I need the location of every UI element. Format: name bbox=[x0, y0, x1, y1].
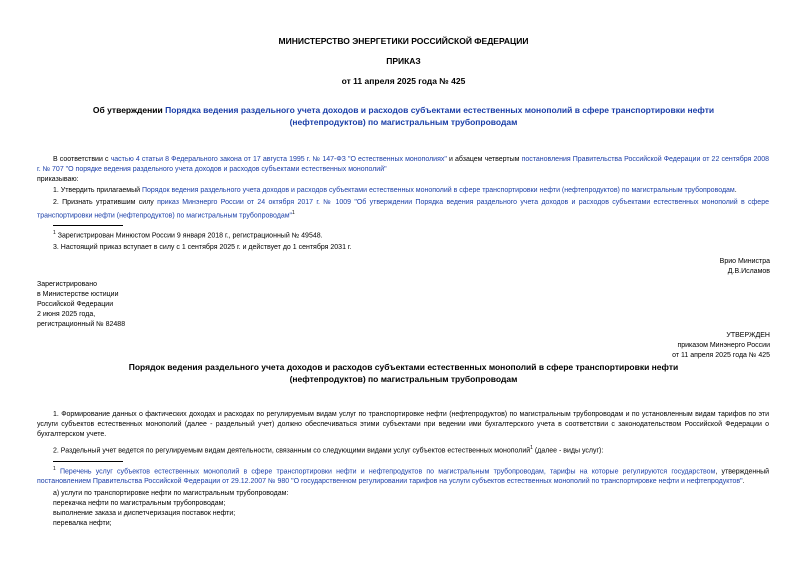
subject-prefix: Об утверждении bbox=[92, 105, 166, 115]
annex-paragraph-2-text: 2. Раздельный учет ведется по регулируемым видам деятельности, связанным со следующими видами услуг субъектов естественных монополий bbox=[53, 447, 531, 455]
footnote-1-mark: 1 bbox=[53, 230, 56, 236]
list-item: перекачка нефти по магистральным трубопроводам; bbox=[53, 500, 226, 507]
annex-footnote-mid: , утвержденный bbox=[715, 468, 770, 476]
annex-footnote-end: . bbox=[742, 478, 745, 486]
registration-line-2: в Министерстве юстиции bbox=[37, 291, 119, 298]
signature-title: Врио Министра bbox=[719, 258, 770, 265]
list-item-a: а) услуги по транспортировке нефти по магистральным трубопроводам: bbox=[53, 490, 289, 497]
doc-type-heading: ПРИКАЗ bbox=[386, 56, 421, 66]
approved-line-2: приказом Минэнерго России bbox=[677, 342, 770, 349]
item-1-link[interactable]: Порядок ведения раздельного учета доходов и расходов субъектами естественных монополий в сфере транспортировки нефти (нефтепродуктов) по магистральным трубопроводам bbox=[141, 187, 735, 194]
services-list-link[interactable]: Перечень услуг субъектов естественных монополий в сфере транспортировки нефти и нефтепродуктов по магистральным трубопроводам, тарифы на которые регулируются государством bbox=[60, 468, 716, 476]
registration-line-5: регистрационный № 82488 bbox=[37, 321, 126, 328]
preamble-text-1: В соответствии с bbox=[53, 156, 111, 163]
list-item: выполнение заказа и диспетчеризация поставок нефти; bbox=[53, 510, 236, 517]
registration-line-3: Российской Федерации bbox=[37, 301, 114, 308]
registration-line-1: Зарегистрировано bbox=[37, 281, 97, 288]
subject-heading bbox=[70, 104, 737, 128]
item-2 bbox=[37, 198, 769, 221]
footnote-1-text: Зарегистрирован Минюстом России 9 января 2018 г., регистрационный № 49548. bbox=[57, 232, 323, 240]
approved-line-1: УТВЕРЖДЕН bbox=[726, 332, 770, 339]
subject-link[interactable]: Порядка ведения раздельного учета доходов и расходов субъектами естественных монополий в сфере транспортировки нефти (нефтепродуктов) по магистральным трубопроводам bbox=[165, 105, 715, 127]
item-2-pre: 2. Признать утратившим силу bbox=[53, 199, 158, 206]
item-1-pre: 1. Утвердить прилагаемый bbox=[53, 187, 142, 194]
services-list bbox=[53, 489, 288, 529]
preamble-end: приказываю: bbox=[37, 176, 79, 183]
registration-block bbox=[37, 280, 125, 330]
footnote-ref[interactable]: 1 bbox=[292, 210, 295, 216]
list-item: перевалка нефти; bbox=[53, 520, 112, 527]
annex-paragraph-2 bbox=[53, 443, 769, 456]
registration-line-4: 2 июня 2025 года, bbox=[37, 311, 96, 318]
annex-footnote bbox=[37, 464, 769, 487]
item-1 bbox=[53, 186, 769, 196]
footnote-1 bbox=[53, 228, 323, 241]
approved-line-3: от 11 апреля 2025 года № 425 bbox=[672, 352, 770, 359]
item-2-link[interactable]: приказ Минэнерго России от 24 октября 2017 г. № 1009 "Об утверждении Порядка ведения раздельного учета доходов и расходов субъектами естественных монополий в сфере транспортировки нефти (нефтепродуктов) по магистральным трубопроводам" bbox=[37, 199, 769, 220]
doc-date-heading: от 11 апреля 2025 года № 425 bbox=[341, 76, 466, 86]
annex-footnote-divider bbox=[53, 461, 123, 462]
annex-paragraph-2-tail: (далее - виды услуг): bbox=[532, 447, 604, 455]
item-1-post: . bbox=[734, 187, 737, 194]
footnote-divider bbox=[53, 225, 123, 226]
annex-paragraph-1: 1. Формирование данных о фактических доходах и расходах по регулируемым видам услуг по транспортировке нефти (нефтепродуктов) по магистральным трубопроводам и по установленным видам тарифов по эти услуги субъектов естественных монополий (далее - раздельный учет) должно обеспечиваться этими субъектами при ведении ими бухгалтерского учета в соответствии с законодательством Российской Федерации о бухгалтерском учете. bbox=[37, 411, 769, 438]
annex-title: Порядок ведения раздельного учета доходов и расходов субъектами естественных монополий в сфере транспортировки нефти (нефтепродуктов) по магистральным трубопроводам bbox=[128, 362, 679, 384]
item-3: 3. Настоящий приказ вступает в силу с 1 сентября 2025 г. и действует до 1 сентября 2031 г. bbox=[53, 244, 352, 251]
preamble-paragraph bbox=[37, 155, 769, 175]
government-decree-link[interactable]: постановления Правительства Российской Федерации от 22 сентября 2008 г. № 707 "О порядке ведения раздельного учета доходов и расходов субъектами естественных монополий" bbox=[37, 156, 770, 173]
annex-footnote-mark: 1 bbox=[53, 466, 56, 472]
decree-980-link[interactable]: постановлением Правительства Российской Федерации от 29.12.2007 № 980 "О государственном регулировании тарифов на услуги субъектов естественных монополий по транспортировке нефти и нефтепродуктов" bbox=[37, 478, 743, 486]
federal-law-link[interactable]: частью 4 статьи 8 Федерального закона от 17 августа 1995 г. № 147-ФЗ "О естественных монополиях" bbox=[110, 156, 447, 163]
annex-footnote-ref[interactable]: 1 bbox=[530, 445, 533, 451]
signature-name: Д.В.Исламов bbox=[727, 268, 770, 275]
preamble-text-2: и абзацем четвертым bbox=[446, 156, 522, 163]
ministry-heading: МИНИСТЕРСТВО ЭНЕРГЕТИКИ РОССИЙСКОЙ ФЕДЕРАЦИИ bbox=[278, 36, 529, 46]
approved-block bbox=[672, 331, 770, 361]
